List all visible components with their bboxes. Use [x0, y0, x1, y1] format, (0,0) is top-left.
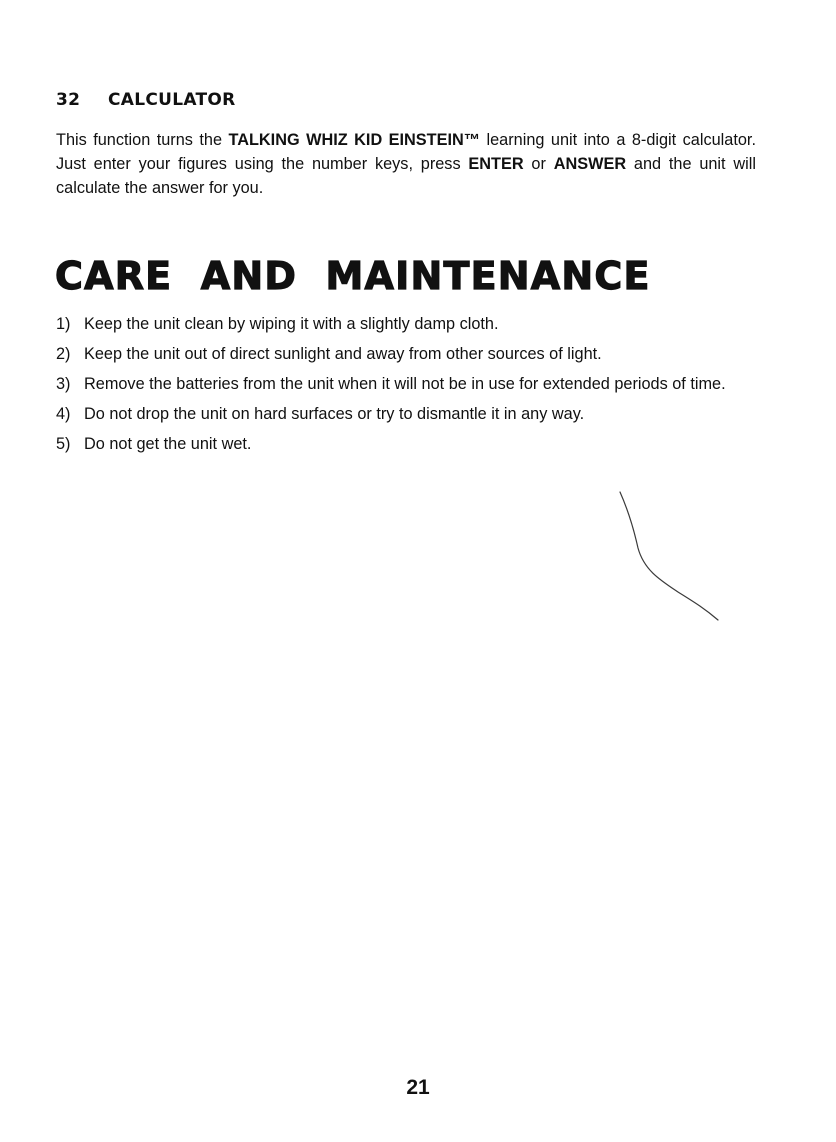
- list-item: [56, 402, 766, 426]
- list-item-number: 5): [56, 435, 71, 453]
- list-item: [56, 342, 766, 366]
- list-item-number: 2): [56, 345, 71, 363]
- list-item-text: Do not get the unit wet.: [84, 435, 252, 453]
- intro-text-3: or: [523, 155, 554, 173]
- list-item-text: Keep the unit out of direct sunlight and away from other sources of light.: [84, 345, 602, 363]
- page-number: 21: [406, 1076, 430, 1099]
- pen-stroke-mark: [600, 480, 740, 640]
- calculator-description: [56, 128, 756, 200]
- section-number: 32: [56, 90, 81, 110]
- list-item-number: 4): [56, 405, 71, 423]
- list-item: [56, 432, 766, 456]
- care-maintenance-title: CARE AND MAINTENANCE: [55, 254, 651, 298]
- list-item-text: Do not drop the unit on hard surfaces or try to dismantle it in any way.: [84, 405, 585, 423]
- intro-text-1: This function turns the: [56, 131, 229, 149]
- list-item-text: Keep the unit clean by wiping it with a slightly damp cloth.: [84, 315, 499, 333]
- list-item-number: 1): [56, 315, 71, 333]
- list-item: [56, 372, 766, 396]
- answer-key-label: ANSWER: [553, 155, 627, 173]
- intro-text-2: learning unit into a 8-digit calculator. Just enter your figures using the number keys, press: [56, 131, 756, 173]
- enter-key-label: ENTER: [468, 155, 524, 173]
- product-name: TALKING WHIZ KID EINSTEIN™: [228, 131, 481, 149]
- list-item-number: 3): [56, 375, 71, 393]
- section-title: CALCULATOR: [108, 90, 236, 110]
- list-item: [56, 312, 766, 336]
- list-item-text: Remove the batteries from the unit when it will not be in use for extended periods of time.: [84, 375, 726, 393]
- care-instructions-list: [56, 312, 766, 462]
- intro-text-4: and the unit will calculate the answer for you.: [56, 155, 756, 197]
- section-heading: [56, 90, 236, 110]
